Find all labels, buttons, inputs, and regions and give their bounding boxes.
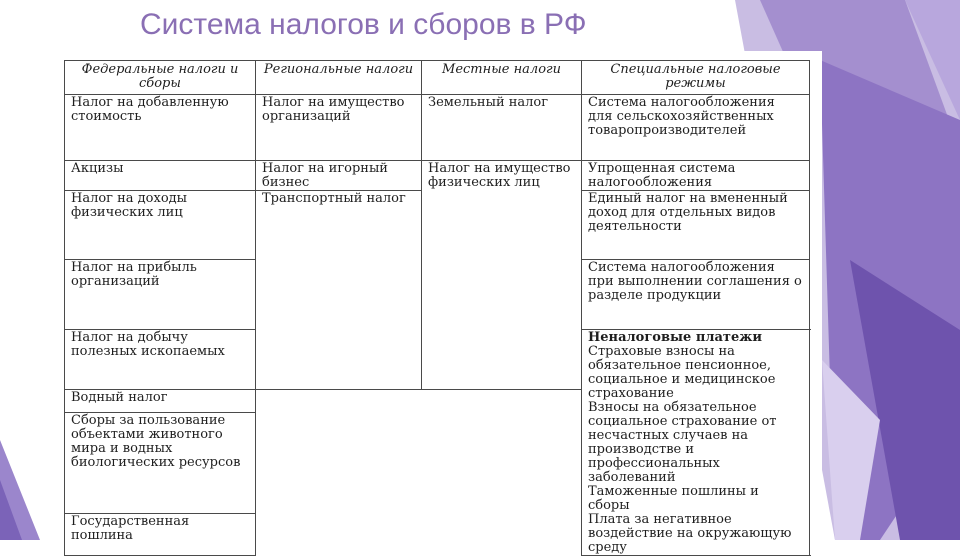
federal-cell: Водный налог (65, 389, 256, 412)
header-federal: Федеральные налоги и сборы (65, 61, 256, 95)
slide-title: Система налогов и сборов в РФ (140, 8, 587, 41)
regional-cell: Транспортный налог (256, 191, 422, 390)
local-cell: Налог на имущество физических лиц (422, 161, 582, 390)
federal-cell: Налог на прибыль организаций (65, 260, 256, 330)
regional-cell: Налог на имущество организаций (256, 95, 422, 161)
regional-cell: Налог на игорный бизнес (256, 161, 422, 191)
non-tax-item: Таможенные пошлины и сборы (588, 484, 759, 513)
header-local: Местные налоги (422, 61, 582, 95)
federal-cell: Налог на добавленную стоимость (65, 95, 256, 161)
header-regional: Региональные налоги (256, 61, 422, 95)
federal-cell: Налог на добычу полезных ископаемых (65, 330, 256, 390)
non-tax-payments-cell (582, 330, 810, 556)
table-header-row (65, 61, 810, 95)
federal-cell: Акцизы (65, 161, 256, 191)
table-row (65, 95, 810, 161)
federal-cell: Государственная пошлина (65, 514, 256, 556)
federal-cell: Налог на доходы физических лиц (65, 191, 256, 260)
local-cell: Земельный налог (422, 95, 582, 161)
non-tax-item: Страховые взносы на обязательное пенсионное, социальное и медицинское страхование (588, 344, 776, 401)
special-cell: Система налогообложения для сельскохозяйственных товаропроизводителей (582, 95, 810, 161)
tax-system-table (64, 60, 810, 556)
special-cell: Система налогообложения при выполнении соглашения о разделе продукции (582, 260, 810, 330)
non-tax-item: Взносы на обязательное социальное страхование от несчастных случаев на производстве и профессиональных заболеваний (588, 400, 777, 485)
header-special: Специальные налоговые режимы (582, 61, 810, 95)
non-tax-heading: Неналоговые платежи (588, 330, 763, 345)
non-tax-item: Плата за негативное воздействие на окружающую среду (588, 512, 792, 555)
table-row (65, 161, 810, 191)
special-cell: Единый налог на вмененный доход для отдельных видов деятельности (582, 191, 810, 260)
special-cell: Упрощенная система налогообложения (582, 161, 810, 191)
federal-cell: Сборы за пользование объектами животного мира и водных биологических ресурсов (65, 412, 256, 514)
